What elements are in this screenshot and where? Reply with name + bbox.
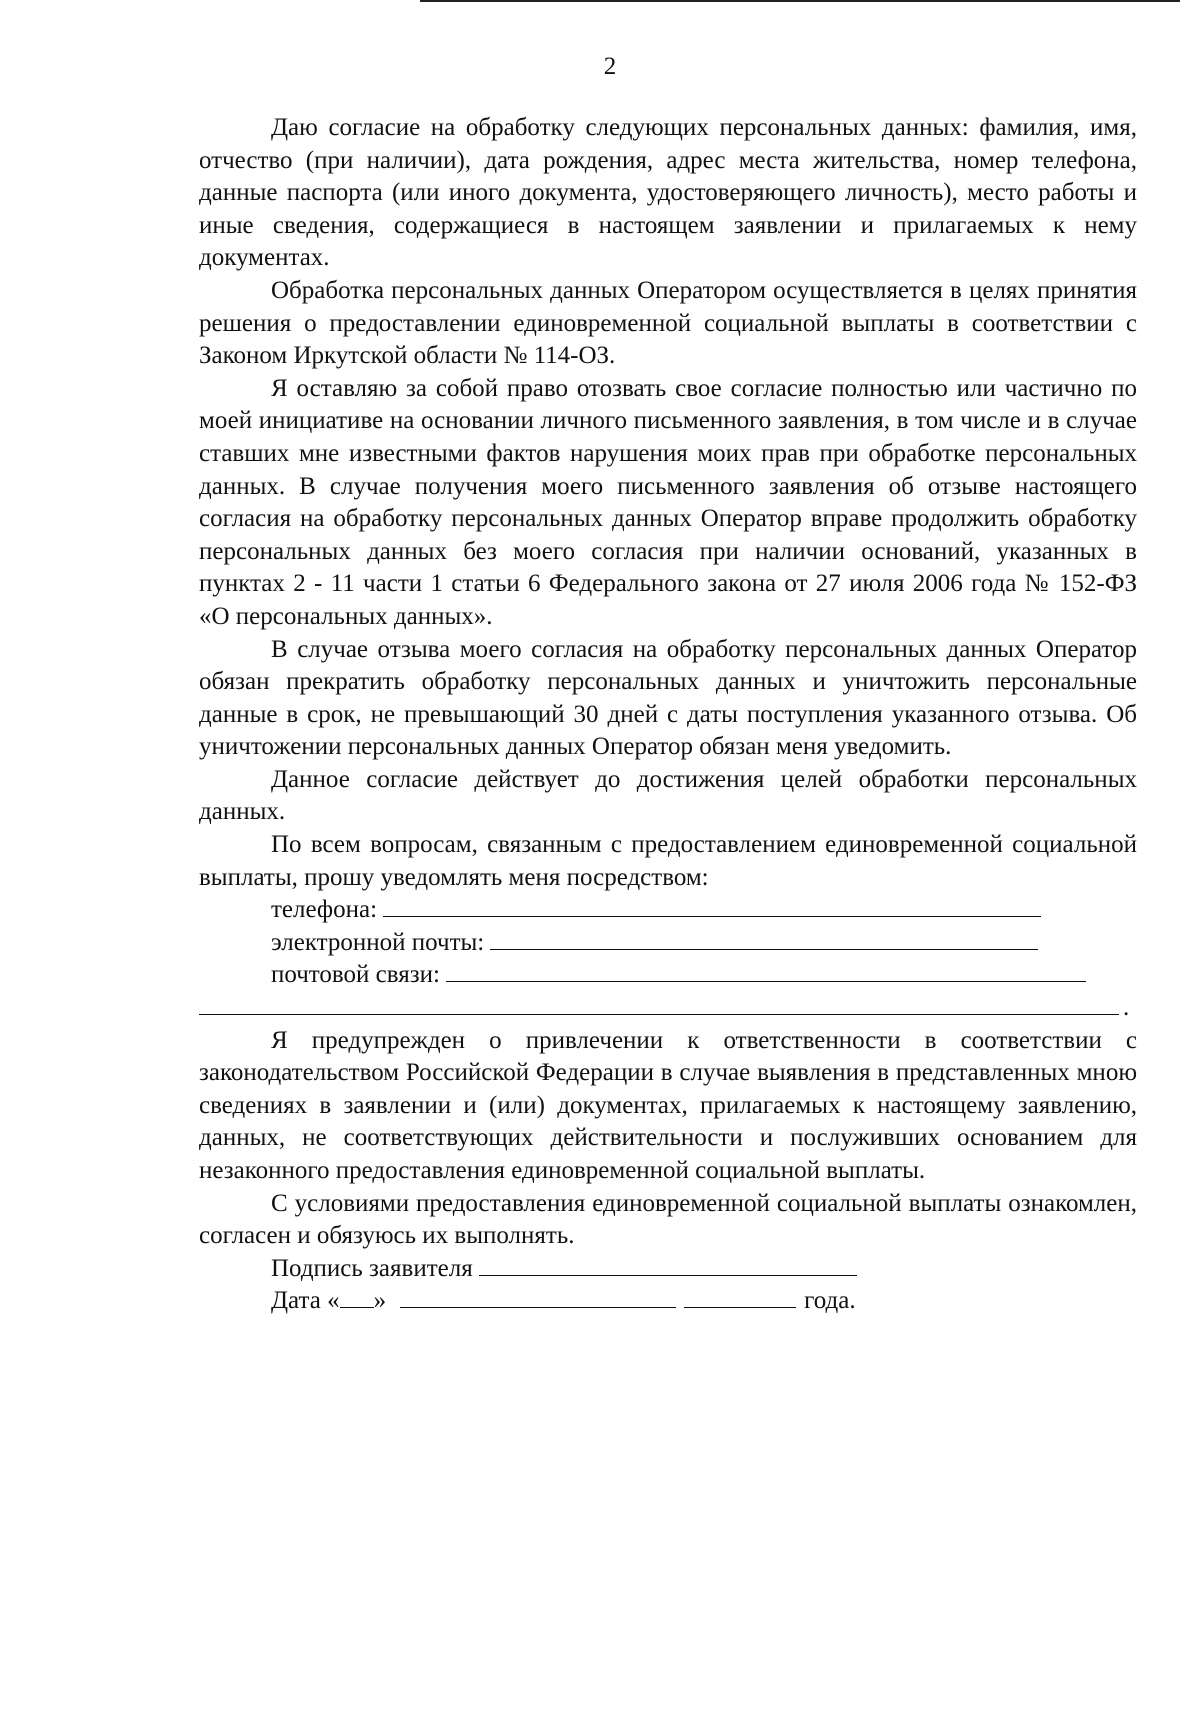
liability-warning-paragraph: Я предупрежден о привлечении к ответственности в соответствии с законодательством Российской Федерации в случае выявления в представленных мною сведениях в заявлении и (или) документах, прилагаемых к настоящему заявлению, данных, не соответствующих действительности и послуживших основанием для незаконного предоставления единовременной социальной выплаты.: [199, 1026, 1137, 1184]
signature-line[interactable]: [479, 1253, 857, 1276]
post-field-row: [199, 959, 1137, 992]
phone-input-line[interactable]: [383, 894, 1041, 917]
email-input-line[interactable]: [490, 927, 1038, 950]
terms-acknowledgement-paragraph: С условиями предоставления единовременной социальной выплаты ознакомлен, согласен и обязуюсь их выполнять.: [199, 1189, 1137, 1250]
post-label: почтовой связи:: [271, 961, 440, 989]
date-quote-close: »: [373, 1287, 387, 1315]
consent-paragraph: Даю согласие на обработку следующих персональных данных: фамилия, имя, отчество (при наличии), дата рождения, адрес места жительства, номер телефона, данные паспорта (или иного документа, удостоверяющего личность), место работы и иные сведения, содержащиеся в настоящем заявлении и прилагаемых к нему документах.: [199, 114, 1137, 272]
revocation-right-paragraph: Я оставляю за собой право отозвать свое согласие полностью или частично по моей инициативе на основании личного письменного заявления, в том числе и в случае ставших мне известными фактов нарушения моих прав при обработке персональных данных. В случае получения моего письменного заявления об отзыве настоящего согласия на обработку персональных данных Оператор вправе продолжить обработку персональных данных без моего согласия при наличии оснований, указанных в пунктах 2 - 11 части 1 статьи 6 Федерального закона от 27 июля 2006 года № 152-ФЗ «О персональных данных».: [199, 374, 1137, 630]
post-continuation-row: [199, 992, 1137, 1025]
top-rule: [420, 0, 1180, 2]
date-suffix: года.: [804, 1287, 856, 1315]
page-number: 2: [603, 53, 617, 80]
date-row: [199, 1285, 1137, 1318]
email-field-row: [199, 927, 1137, 960]
email-label: электронной почты:: [271, 928, 485, 956]
revocation-consequence-paragraph: В случае отзыва моего согласия на обработку персональных данных Оператор обязан прекратить обработку персональных данных и уничтожить персональные данные в срок, не превышающий 30 дней с даты поступления указанного отзыва. Об уничтожении персональных данных Оператор обязан меня уведомить.: [199, 635, 1137, 761]
consent-validity-paragraph: Данное согласие действует до достижения целей обработки персональных данных.: [199, 765, 1137, 826]
notification-method-paragraph: По всем вопросам, связанным с предоставлением единовременной социальной выплаты, прошу уведомлять меня посредством:: [199, 831, 1137, 891]
post-input-line[interactable]: [446, 959, 1086, 982]
date-prefix: Дата «: [271, 1287, 340, 1315]
post-continuation-line[interactable]: [199, 992, 1119, 1015]
phone-label: телефона:: [271, 896, 378, 924]
date-day-line[interactable]: [340, 1285, 374, 1308]
end-mark: .: [1123, 994, 1130, 1022]
date-month-line[interactable]: [400, 1285, 676, 1308]
signature-row: [199, 1253, 1137, 1286]
document-body: [199, 112, 1137, 1318]
date-year-line[interactable]: [684, 1285, 796, 1308]
processing-purpose-paragraph: Обработка персональных данных Оператором осуществляется в целях принятия решения о предоставлении единовременной социальной выплаты в соответствии с Законом Иркутской области № 114-ОЗ.: [199, 276, 1137, 370]
phone-field-row: [199, 894, 1137, 927]
signature-label: Подпись заявителя: [271, 1254, 473, 1282]
